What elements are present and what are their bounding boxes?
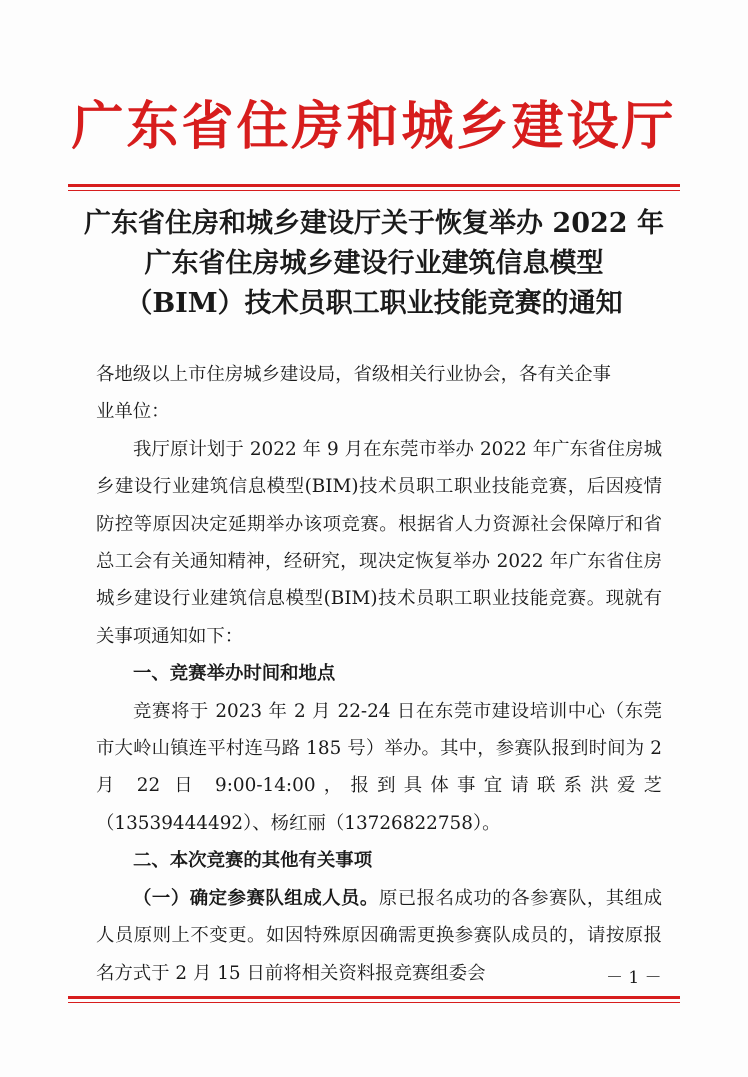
subsection-1-lead: （一）确定参赛队组成人员。 bbox=[133, 887, 379, 909]
footer-red-rule bbox=[68, 996, 680, 999]
salutation-line-1: 各地级以上市住房城乡建设局，省级相关行业协会，各有关企事 bbox=[96, 364, 611, 385]
section-1-paragraph: 竞赛将于 2023 年 2 月 22-24 日在东莞市建设培训中心（东莞市大岭山镇连平村连马路 185 号）举办。其中，参赛队报到时间为 2 月 22 日 9:00-14:00，报到具体事宜请联系洪爱芝（13539444492）、杨红丽（13726822758）。 bbox=[96, 700, 662, 834]
masthead-red-rule bbox=[68, 184, 680, 187]
page-number: － 1 － bbox=[606, 968, 662, 988]
section-1-heading: 一、竞赛举办时间和地点 bbox=[133, 663, 336, 685]
title-line-2: 广东省住房城乡建设行业建筑信息模型 bbox=[144, 248, 604, 279]
intro-paragraph: 我厅原计划于 2022 年 9 月在东莞市举办 2022 年广东省住房城乡建设行业建筑信息模型(BIM)技术员职工职业技能竞赛，后因疫情防控等原因决定延期举办该项竞赛。根据省人力资源社会保障厅和省总工会有关通知精神，经研究，现决定恢复举办 2022 年广东省住房城乡建设行业建筑信息模型(BIM)技术员职工职业技能竞赛。现就有关事项通知如下： bbox=[96, 438, 662, 647]
salutation bbox=[96, 356, 662, 431]
subsection-1-paragraph bbox=[96, 880, 662, 992]
title-line-3: （BIM）技术员职工职业技能竞赛的通知 bbox=[125, 288, 623, 319]
section-2-heading: 二、本次竞赛的其他有关事项 bbox=[133, 850, 373, 872]
salutation-line-2: 业单位： bbox=[96, 401, 170, 423]
subsection-1-text: 原已报名成功的各参赛队，其组成人员原则上不变更。如因特殊原因确需更换参赛队成员的，请按原报名方式于 2 月 15 日前将相关资料报竞赛组委会 bbox=[96, 887, 662, 984]
masthead-red-rule-thin bbox=[68, 190, 680, 191]
document-title bbox=[60, 204, 688, 324]
title-line-1: 广东省住房和城乡建设厅关于恢复举办 2022 年 bbox=[84, 208, 664, 239]
footer-red-rule-thin bbox=[68, 1002, 680, 1003]
document-body bbox=[96, 356, 662, 992]
masthead-title: 广东省住房和城乡建设厅 bbox=[71, 97, 677, 157]
